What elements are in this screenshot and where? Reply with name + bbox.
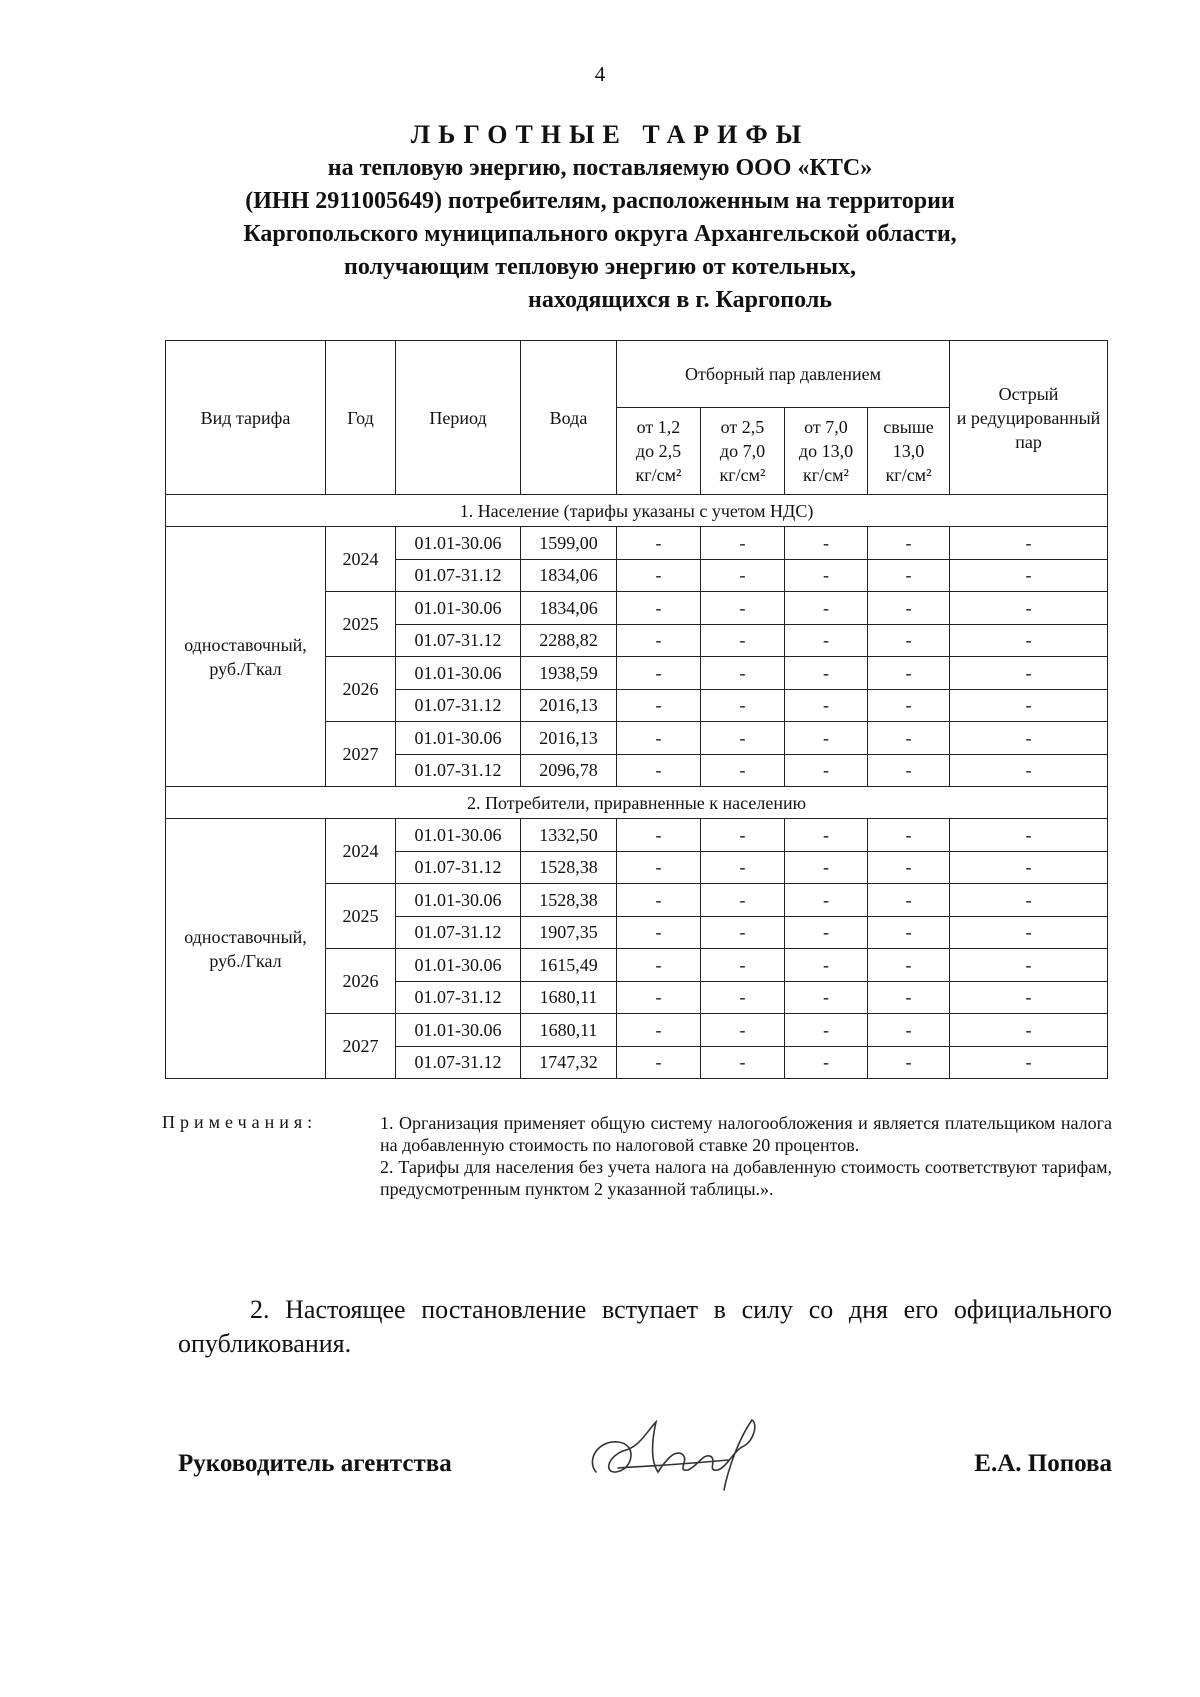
- steam-cell: -: [785, 851, 868, 884]
- header-line: кг/см²: [719, 465, 766, 485]
- year-cell: 2027: [326, 722, 396, 787]
- steam-cell: -: [868, 1046, 950, 1079]
- effective-clause: 2. Настоящее постановление вступает в силу со дня его официального опубликования.: [178, 1295, 1112, 1358]
- year-cell: 2025: [326, 884, 396, 949]
- steam-cell: -: [868, 559, 950, 592]
- tariff-type-cell: [166, 819, 326, 1079]
- header-line: до 13,0: [798, 441, 854, 461]
- steam-cell: -: [785, 819, 868, 852]
- water-cell: 1834,06: [521, 592, 617, 625]
- steam-cell: -: [950, 722, 1108, 755]
- title-line: находящихся в г. Каргополь: [528, 287, 832, 313]
- title-line: Каргопольского муниципального округа Архангельской области,: [243, 221, 957, 247]
- period-cell: 01.07-31.12: [396, 851, 521, 884]
- steam-cell: -: [868, 722, 950, 755]
- steam-cell: -: [950, 754, 1108, 787]
- water-cell: 2288,82: [521, 624, 617, 657]
- notes-body: [380, 1112, 1112, 1200]
- water-cell: 1599,00: [521, 527, 617, 560]
- steam-cell: -: [950, 657, 1108, 690]
- section-title: 2. Потребители, приравненные к населению: [166, 787, 1108, 819]
- steam-cell: -: [701, 819, 785, 852]
- steam-cell: -: [617, 916, 701, 949]
- title-line: получающим тепловую энергию от котельных,: [343, 254, 856, 280]
- steam-cell: -: [701, 884, 785, 917]
- period-cell: 01.01-30.06: [396, 1014, 521, 1047]
- steam-cell: -: [868, 689, 950, 722]
- signature-block: [178, 1420, 1112, 1500]
- steam-cell: -: [950, 949, 1108, 982]
- steam-cell: -: [868, 851, 950, 884]
- tariff-table: [165, 340, 1108, 1079]
- water-cell: 1528,38: [521, 851, 617, 884]
- steam-cell: -: [785, 754, 868, 787]
- year-cell: 2026: [326, 657, 396, 722]
- period-cell: 01.01-30.06: [396, 657, 521, 690]
- water-cell: 2016,13: [521, 689, 617, 722]
- header-sharp-steam-line: Острый: [998, 383, 1059, 404]
- steam-cell: -: [701, 689, 785, 722]
- header-line: до 2,5: [635, 441, 682, 461]
- steam-cell: -: [617, 657, 701, 690]
- period-cell: 01.01-30.06: [396, 527, 521, 560]
- tariff-type-cell: [166, 527, 326, 787]
- water-cell: 1938,59: [521, 657, 617, 690]
- steam-cell: -: [950, 819, 1108, 852]
- steam-cell: -: [701, 1046, 785, 1079]
- steam-cell: -: [701, 851, 785, 884]
- period-cell: 01.01-30.06: [396, 722, 521, 755]
- steam-cell: -: [950, 592, 1108, 625]
- period-cell: 01.07-31.12: [396, 981, 521, 1014]
- section-row: [166, 787, 1108, 819]
- steam-cell: -: [617, 754, 701, 787]
- header-sharp-steam: [950, 341, 1108, 495]
- steam-cell: -: [950, 689, 1108, 722]
- steam-cell: -: [868, 657, 950, 690]
- water-cell: 2096,78: [521, 754, 617, 787]
- water-cell: 1528,38: [521, 884, 617, 917]
- header-sharp-steam-line: и редуцированный: [956, 407, 1101, 428]
- header-tariff-type: Вид тарифа: [166, 341, 326, 495]
- steam-cell: -: [785, 1014, 868, 1047]
- steam-cell: -: [950, 624, 1108, 657]
- steam-cell: -: [617, 819, 701, 852]
- steam-cell: -: [617, 592, 701, 625]
- table-row: [166, 819, 1108, 852]
- handwritten-signature: [578, 1410, 778, 1500]
- header-steam-col-1: [617, 408, 701, 495]
- header-steam-col-2: [701, 408, 785, 495]
- period-cell: 01.01-30.06: [396, 884, 521, 917]
- steam-cell: -: [617, 981, 701, 1014]
- steam-cell: -: [617, 559, 701, 592]
- steam-cell: -: [701, 981, 785, 1014]
- steam-cell: -: [868, 754, 950, 787]
- steam-cell: -: [950, 1014, 1108, 1047]
- steam-cell: -: [785, 559, 868, 592]
- document-title: [0, 118, 1200, 317]
- water-cell: 1680,11: [521, 1014, 617, 1047]
- note-item: 2. Тарифы для населения без учета налога на добавленную стоимость соответствуют тарифам, предусмотренным пунктом 2 указанной таблицы.».: [380, 1157, 1112, 1199]
- steam-cell: -: [701, 624, 785, 657]
- steam-cell: -: [785, 916, 868, 949]
- year-cell: 2026: [326, 949, 396, 1014]
- steam-cell: -: [785, 689, 868, 722]
- steam-cell: -: [617, 851, 701, 884]
- period-cell: 01.07-31.12: [396, 624, 521, 657]
- steam-cell: -: [868, 592, 950, 625]
- year-cell: 2027: [326, 1014, 396, 1079]
- notes-label: Примечания:: [162, 1112, 318, 1132]
- steam-cell: -: [868, 819, 950, 852]
- section-row: [166, 495, 1108, 527]
- header-steam-col-3: [785, 408, 868, 495]
- steam-cell: -: [617, 689, 701, 722]
- header-line: до 7,0: [719, 441, 766, 461]
- steam-cell: -: [785, 1046, 868, 1079]
- steam-cell: -: [701, 949, 785, 982]
- steam-cell: -: [701, 527, 785, 560]
- header-line: кг/см²: [803, 465, 849, 485]
- header-steam-col-4: [868, 408, 950, 495]
- steam-cell: -: [701, 754, 785, 787]
- water-cell: 1680,11: [521, 981, 617, 1014]
- tariff-type-line: одноставочный,: [184, 634, 307, 655]
- steam-cell: -: [950, 916, 1108, 949]
- tariff-type-line: руб./Гкал: [209, 950, 282, 971]
- steam-cell: -: [617, 624, 701, 657]
- year-cell: 2024: [326, 527, 396, 592]
- tariff-type-line: руб./Гкал: [209, 658, 282, 679]
- water-cell: 1834,06: [521, 559, 617, 592]
- steam-cell: -: [701, 657, 785, 690]
- header-line: от 1,2: [636, 417, 681, 437]
- period-cell: 01.07-31.12: [396, 1046, 521, 1079]
- header-line: от 7,0: [804, 417, 848, 437]
- header-sharp-steam-line: пар: [1015, 431, 1042, 452]
- steam-cell: -: [701, 1014, 785, 1047]
- header-line: кг/см²: [635, 465, 682, 485]
- year-cell: 2024: [326, 819, 396, 884]
- title-line: на тепловую энергию, поставляемую ООО «КТС»: [327, 155, 873, 181]
- steam-cell: -: [701, 592, 785, 625]
- title-line: (ИНН 2911005649) потребителям, расположенным на территории: [245, 188, 955, 214]
- header-period: Период: [396, 341, 521, 495]
- steam-cell: -: [868, 624, 950, 657]
- steam-cell: -: [950, 884, 1108, 917]
- steam-cell: -: [701, 916, 785, 949]
- title-main: ЛЬГОТНЫЕ ТАРИФЫ: [410, 120, 810, 149]
- period-cell: 01.01-30.06: [396, 949, 521, 982]
- header-steam-group: Отборный пар давлением: [617, 341, 950, 408]
- steam-cell: -: [785, 949, 868, 982]
- page-number: 4: [594, 62, 606, 86]
- steam-cell: -: [617, 949, 701, 982]
- steam-cell: -: [617, 1014, 701, 1047]
- header-line: свыше: [883, 417, 934, 437]
- year-cell: 2025: [326, 592, 396, 657]
- header-line: 13,0: [892, 441, 925, 461]
- steam-cell: -: [950, 559, 1108, 592]
- period-cell: 01.01-30.06: [396, 592, 521, 625]
- steam-cell: -: [950, 851, 1108, 884]
- steam-cell: -: [701, 722, 785, 755]
- water-cell: 2016,13: [521, 722, 617, 755]
- steam-cell: -: [785, 884, 868, 917]
- signatory-name: Е.А. Попова: [974, 1450, 1112, 1477]
- steam-cell: -: [868, 884, 950, 917]
- period-cell: 01.01-30.06: [396, 819, 521, 852]
- header-water: Вода: [521, 341, 617, 495]
- period-cell: 01.07-31.12: [396, 689, 521, 722]
- steam-cell: -: [617, 722, 701, 755]
- steam-cell: -: [785, 657, 868, 690]
- steam-cell: -: [785, 527, 868, 560]
- period-cell: 01.07-31.12: [396, 559, 521, 592]
- steam-cell: -: [950, 1046, 1108, 1079]
- steam-cell: -: [785, 624, 868, 657]
- table-row: [166, 527, 1108, 560]
- header-year: Год: [326, 341, 396, 495]
- water-cell: 1747,32: [521, 1046, 617, 1079]
- signatory-position: Руководитель агентства: [178, 1450, 452, 1477]
- steam-cell: -: [617, 884, 701, 917]
- water-cell: 1332,50: [521, 819, 617, 852]
- steam-cell: -: [868, 916, 950, 949]
- steam-cell: -: [868, 981, 950, 1014]
- header-line: от 2,5: [720, 417, 765, 437]
- water-cell: 1907,35: [521, 916, 617, 949]
- steam-cell: -: [701, 559, 785, 592]
- header-line: кг/см²: [885, 465, 932, 485]
- steam-cell: -: [617, 527, 701, 560]
- water-cell: 1615,49: [521, 949, 617, 982]
- period-cell: 01.07-31.12: [396, 916, 521, 949]
- section-title: 1. Население (тарифы указаны с учетом НДС): [166, 495, 1108, 527]
- steam-cell: -: [868, 1014, 950, 1047]
- steam-cell: -: [950, 527, 1108, 560]
- steam-cell: -: [868, 949, 950, 982]
- steam-cell: -: [785, 981, 868, 1014]
- tariff-type-line: одноставочный,: [184, 926, 307, 947]
- steam-cell: -: [868, 527, 950, 560]
- steam-cell: -: [617, 1046, 701, 1079]
- steam-cell: -: [785, 722, 868, 755]
- note-item: 1. Организация применяет общую систему налогообложения и является плательщиком налога на добавленную стоимость по налоговой ставке 20 процентов.: [380, 1113, 1112, 1155]
- period-cell: 01.07-31.12: [396, 754, 521, 787]
- steam-cell: -: [950, 981, 1108, 1014]
- steam-cell: -: [785, 592, 868, 625]
